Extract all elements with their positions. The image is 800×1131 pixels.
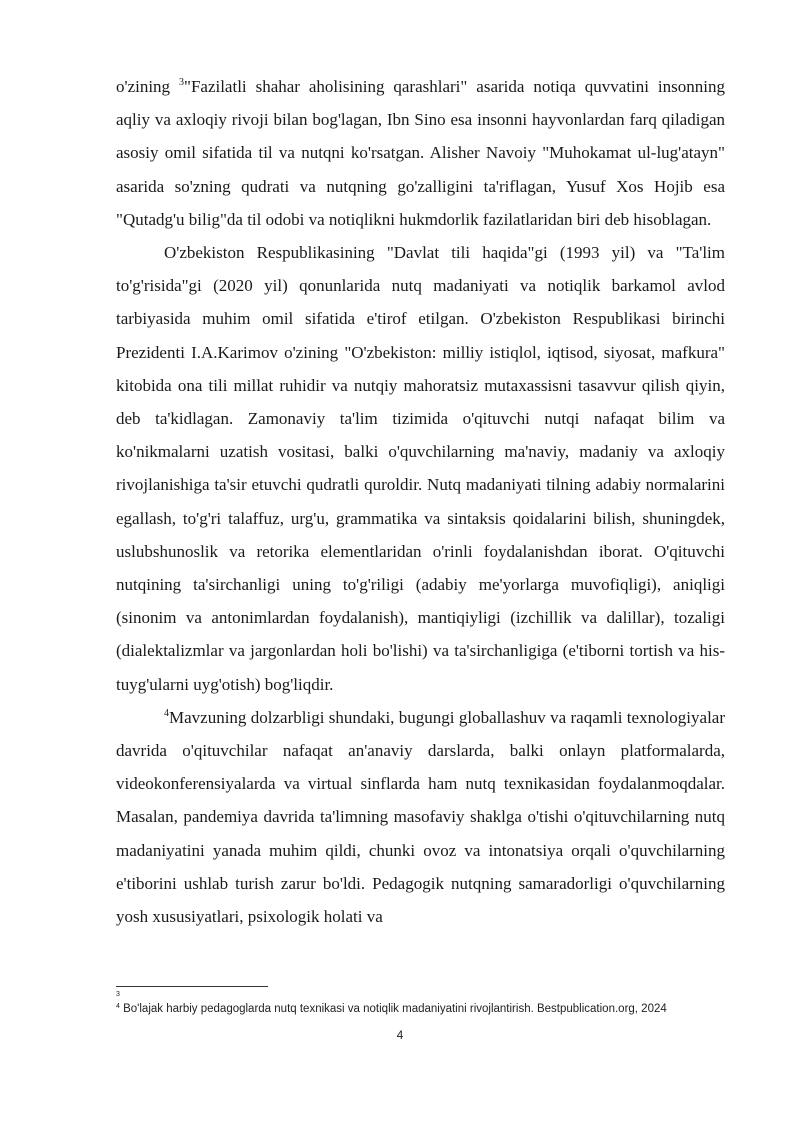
paragraph-1 [116, 70, 725, 236]
paragraph-3-text: Mavzuning dolzarbligi shundaki, bugungi globallashuv va raqamli texnologiyalar davrida o'qituvchilar nafaqat an'anaviy darslarda, balki onlayn platformalarda, videokonferensiyalarda va virtual sinflarda ham nutq texnikasidan foydalanmoqdalar. Masalan, pandemiya davrida ta'limning masofaviy shaklga o'tishi o'qituvchilarning nutq madaniyatini yanada muhim qildi, chunki ovoz va intonatsiya orqali o'quvchilarning e'tiborini ushlab turish zarur bo'ldi. Pedagogik nutqning samaradorligi o'quvchilarning yosh xususiyatlari, psixologik holati va [116, 707, 725, 927]
paragraph-1-text: "Fazilatli shahar aholisining qarashlari" asarida notiqa quvvatini insonning aqliy va axloqiy rivoji bilan bog'lagan, Ibn Sino esa insonni hayvonlardan farq qiladigan asosiy omil sifatida til va nutqni ko'rsatgan. Alisher Navoiy "Muhokamat ul-lug'atayn" asarida so'zning qudrati va nutqning go'zalligini ta'riflagan, Yusuf Xos Hojib esa "Qutadg'u bilig"da til odobi va notiqlikni hukmdorlik fazilatlaridan biri deb hisoblagan. [116, 77, 725, 229]
footnote-ref-3[interactable]: 3 [179, 77, 184, 88]
paragraph-1-lead: o'zining [116, 77, 179, 96]
footnotes [116, 990, 736, 1016]
footnote-4 [116, 1002, 736, 1016]
paragraph-3 [116, 701, 725, 933]
paragraph-2: O'zbekiston Respublikasining "Davlat tili haqida"gi (1993 yil) va "Ta'lim to'g'risida"gi (2020 yil) qonunlarida nutq madaniyati va notiqlik barkamol avlod tarbiyasida muhim omil sifatida e'tirof etilgan. O'zbekiston Respublikasi birinchi Prezidenti I.A.Karimov o'zining "O'zbekiston: milliy istiqlol, iqtisod, siyosat, mafkura" kitobida ona tili millat ruhidir va nutqiy mahoratsiz mutaxassisni tasavvur qilish qiyin, deb ta'kidlagan. Zamonaviy ta'lim tizimida o'qituvchi nutqi nafaqat bilim va ko'nikmalarni uzatish vositasi, balki o'quvchilarning ma'naviy, madaniy va axloqiy rivojlanishiga ta'sir etuvchi qudratli quroldir. Nutq madaniyati tilning adabiy normalarini egallash, to'g'ri talaffuz, urg'u, grammatika va sintaksis qoidalarini bilish, shuningdek, uslubshunoslik va retorika elementlaridan o'rinli foydalanishdan iborat. O'qituvchi nutqining ta'sirchanligi uning to'g'riligi (adabiy me'yorlarga muvofiqligi), aniqligi (sinonim va antonimlardan foydalanish), mantiqiyligi (izchillik va dalillar), tozaligi (dialektalizmlar va jargonlardan holi bo'lishi) va ta'sirchanligiga (e'tiborni tortish va his-tuyg'ularni uyg'otish) bog'liqdir. [116, 243, 725, 694]
footnote-4-text: Bo'lajak harbiy pedagoglarda nutq texnikasi va notiqlik madaniyatini rivojlantirish. Bestpublication.org, 2024 [123, 1003, 667, 1015]
footnote-4-marker: 4 [116, 1003, 120, 1010]
footnote-3 [116, 990, 736, 1002]
body-text [116, 70, 725, 933]
footnote-ref-4[interactable]: 4 [164, 707, 169, 719]
page-number: 4 [396, 1028, 404, 1042]
footnote-separator [116, 986, 268, 987]
footnote-3-marker: 3 [116, 991, 120, 998]
